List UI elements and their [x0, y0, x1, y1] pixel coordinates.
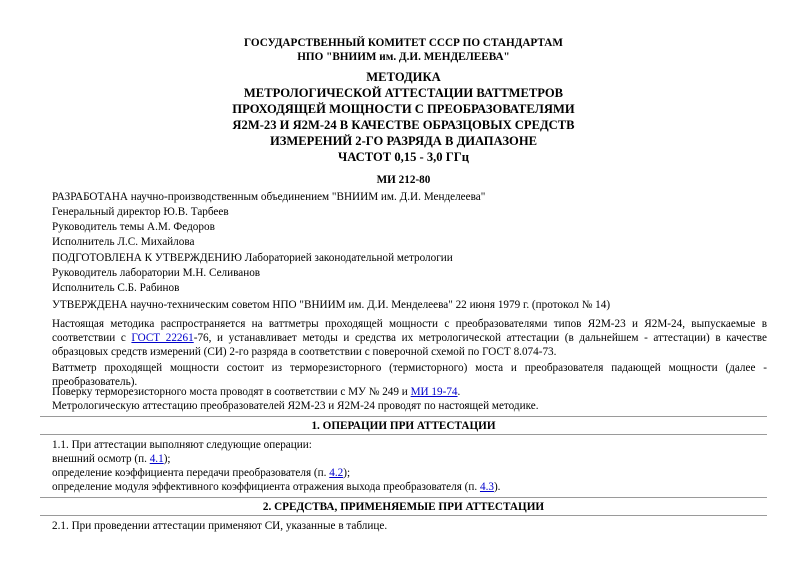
list-item: внешний осмотр (п. 4.1); [52, 453, 171, 465]
prepared-line: Исполнитель С.Б. Рабинов [52, 282, 180, 294]
section-1-heading: 1. ОПЕРАЦИИ ПРИ АТТЕСТАЦИИ [311, 420, 496, 432]
section-1-lead: 1.1. При аттестации выполняют следующие операции: [52, 439, 312, 451]
intro-paragraph-3 [52, 385, 767, 399]
intro-paragraph-4: Метрологическую аттестацию преобразователей Я2М-23 и Я2М-24 проводят по настоящей методике. [52, 400, 539, 412]
intro-paragraph-2: Ваттметр проходящей мощности состоит из терморезисторного (термисторного) моста и преобразователя падающей мощности (далее - преобразователь). [52, 362, 767, 389]
section-divider [40, 416, 767, 417]
intro-text: Поверку терморезисторного моста проводят в соответствии с МУ № 249 и [52, 386, 411, 398]
org-subname: НПО "ВНИИМ им. Д.И. МЕНДЕЛЕЕВА" [297, 51, 510, 63]
title-line: Я2М-23 И Я2М-24 В КАЧЕСТВЕ ОБРАЗЦОВЫХ СРЕДСТВ [232, 118, 575, 132]
clause-4-3-link[interactable]: 4.3 [479, 481, 494, 493]
mi-19-74-link[interactable]: МИ 19-74 [410, 386, 458, 398]
prepared-line: ПОДГОТОВЛЕНА К УТВЕРЖДЕНИЮ Лабораторией законодательной метрологии [52, 252, 453, 264]
clause-4-2-link[interactable]: 4.2 [329, 467, 344, 479]
list-item: определение модуля эффективного коэффициента отражения выхода преобразователя (п. 4.3). [52, 481, 501, 493]
intro-text: Настоящая методика распространяется на ваттметры проходящей мощности с преобразователями типов Я2М-23 и Я2М-24, выпускаемые в соответствии с [52, 318, 767, 345]
prepared-line: Руководитель лаборатории М.Н. Селиванов [52, 267, 261, 279]
section-divider [40, 497, 767, 498]
developed-line: РАЗРАБОТАНА научно-производственным объединением "ВНИИМ им. Д.И. Менделеева" [52, 191, 486, 203]
title-line: МЕТРОЛОГИЧЕСКОЙ АТТЕСТАЦИИ ВАТТМЕТРОВ [243, 86, 564, 100]
title-line: ПРОХОДЯЩЕЙ МОЩНОСТИ С ПРЕОБРАЗОВАТЕЛЯМИ [232, 102, 575, 116]
section-2-heading: 2. СРЕДСТВА, ПРИМЕНЯЕМЫЕ ПРИ АТТЕСТАЦИИ [262, 501, 545, 513]
title-line: ЧАСТОТ 0,15 - 3,0 ГГц [337, 150, 470, 164]
gost-22261-link[interactable]: ГОСТ 22261 [131, 332, 194, 345]
developed-line: Генеральный директор Ю.В. Тарбеев [52, 206, 229, 218]
document-code: МИ 212-80 [376, 174, 431, 186]
developed-line: Руководитель темы А.М. Федоров [52, 221, 215, 233]
developed-line: Исполнитель Л.С. Михайлова [52, 236, 195, 248]
section-2-lead: 2.1. При проведении аттестации применяют СИ, указанные в таблице. [52, 520, 388, 532]
title-line: ИЗМЕРЕНИЙ 2-ГО РАЗРЯДА В ДИАПАЗОНЕ [269, 134, 538, 148]
section-divider [40, 515, 767, 516]
org-name: ГОСУДАРСТВЕННЫЙ КОМИТЕТ СССР ПО СТАНДАРТАМ [244, 37, 563, 49]
intro-paragraph-1 [52, 317, 767, 360]
section-divider [40, 434, 767, 435]
clause-4-1-link[interactable]: 4.1 [149, 453, 164, 465]
intro-text: . [457, 386, 461, 398]
title-line: МЕТОДИКА [366, 70, 441, 84]
intro-text: -76, и устанавливает методы и средства их метрологической аттестации (в дальнейшем - аттестации) в качестве образцовых средств измерений (СИ) 2-го разряда в соответствии с поверочной схемой по ГОСТ 8.074-73. [52, 332, 767, 359]
approved-line: УТВЕРЖДЕНА научно-техническим советом НПО "ВНИИМ им. Д.И. Менделеева" 22 июня 1979 г. (протокол № 14) [52, 299, 611, 311]
list-item: определение коэффициента передачи преобразователя (п. 4.2); [52, 467, 351, 479]
